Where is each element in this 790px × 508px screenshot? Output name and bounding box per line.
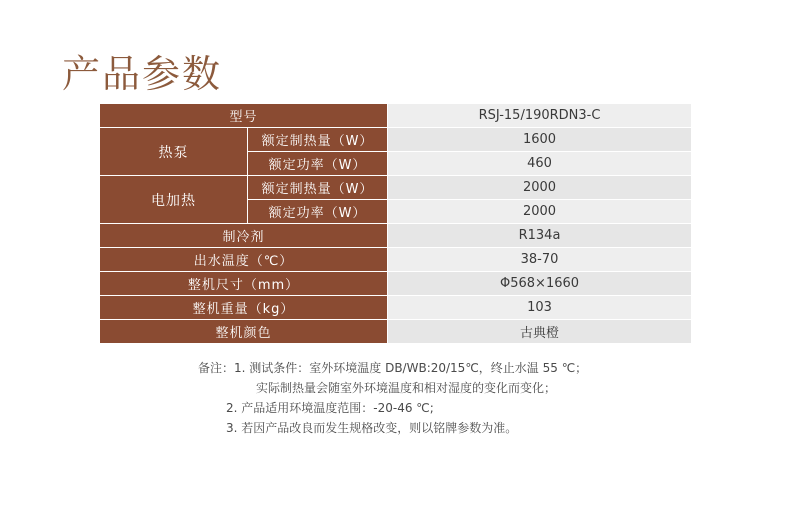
table-row [100,224,692,248]
spec-label: 制冷剂 [100,224,388,248]
table-row [100,128,692,152]
spec-value: 2000 [388,176,692,200]
spec-label: 出水温度（℃） [100,248,388,272]
product-spec-table [99,103,692,344]
table-row [100,296,692,320]
spec-value: 1600 [388,128,692,152]
spec-group-label: 电加热 [100,176,248,224]
table-row [100,248,692,272]
spec-value: Φ568×1660 [388,272,692,296]
spec-value: 103 [388,296,692,320]
spec-value: 2000 [388,200,692,224]
spec-sub-label: 额定制热量（W） [248,128,388,152]
spec-value: 460 [388,152,692,176]
spec-sub-label: 额定制热量（W） [248,176,388,200]
spec-group-label: 热泵 [100,128,248,176]
note-line-2: 实际制热量会随室外环境温度和相对湿度的变化而变化； [256,381,557,395]
note-line-3: 2. 产品适用环境温度范围：-20-46 ℃; [226,401,434,415]
spec-label: 整机尺寸（mm） [100,272,388,296]
note-line-4: 3. 若因产品改良而发生规格改变，则以铭牌参数为准。 [226,421,518,435]
page-title: 产品参数 [62,52,223,97]
spec-sub-label: 额定功率（W） [248,152,388,176]
spec-label: 型号 [100,104,388,128]
table-row [100,320,692,344]
spec-label: 整机颜色 [100,320,388,344]
table-row [100,272,692,296]
notes-block [198,358,718,438]
table-row [100,176,692,200]
spec-value: RSJ-15/190RDN3-C [388,104,692,128]
spec-sub-label: 额定功率（W） [248,200,388,224]
note-line-1: 备注：1. 测试条件：室外环境温度 DB/WB:20/15℃，终止水温 55 ℃； [198,361,588,375]
spec-value: R134a [388,224,692,248]
table-row [100,104,692,128]
spec-value: 古典橙 [388,320,692,344]
spec-value: 38-70 [388,248,692,272]
spec-label: 整机重量（kg） [100,296,388,320]
